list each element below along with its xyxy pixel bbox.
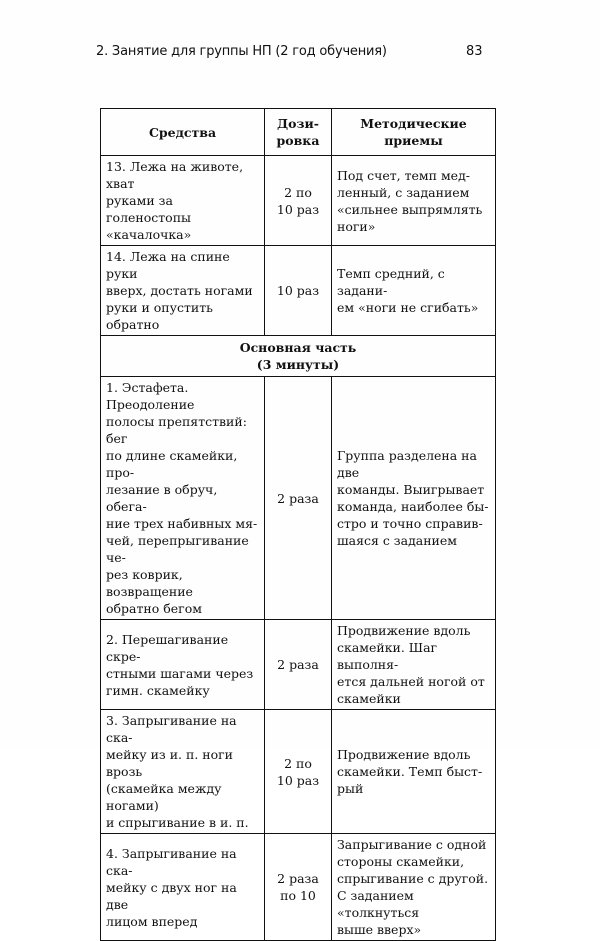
dose-cell: 2 раза по 10: [265, 834, 332, 941]
table-row: [101, 377, 496, 620]
table-row: [101, 834, 496, 941]
table-row: [101, 156, 496, 246]
methods-cell: Продвижение вдоль скамейки. Шаг выполня- ется дальней ногой от скамейки: [332, 620, 496, 710]
means-cell: 3. Запрыгивание на ска- мейку из и. п. ноги врозь (скамейка между ногами) и спрыгивание в и. п.: [101, 710, 265, 834]
means-cell: 1. Эстафета. Преодоление полосы препятствий: бег по длине скамейки, про- лезание в обруч, обега- ние трех набивных мя- чей, перепрыгивание че- рез коврик, возвращение обратно бегом: [101, 377, 265, 620]
dose-cell: 2 раза: [265, 377, 332, 620]
table-row: [101, 620, 496, 710]
means-cell: 14. Лежа на спине руки вверх, достать ногами руки и опустить обратно: [101, 246, 265, 336]
methods-cell: Продвижение вдоль скамейки. Темп быст- рый: [332, 710, 496, 834]
table-row: [101, 246, 496, 336]
section-row: [101, 336, 496, 377]
means-cell: 2. Перешагивание скре- стными шагами через гимн. скамейку: [101, 620, 265, 710]
means-cell: 13. Лежа на животе, хват руками за голеностопы «качалочка»: [101, 156, 265, 246]
methods-cell: Запрыгивание с одной стороны скамейки, спрыгивание с другой. С заданием «толкнуться выше вверх»: [332, 834, 496, 941]
methods-cell: Темп средний, с задани- ем «ноги не сгибать»: [332, 246, 496, 336]
table-row: [101, 710, 496, 834]
column-header-methods: Методические приемы: [332, 109, 496, 156]
means-cell: 4. Запрыгивание на ска- мейку с двух ног на две лицом вперед: [101, 834, 265, 941]
dose-cell: 2 раза: [265, 620, 332, 710]
column-header-dose: Дози- ровка: [265, 109, 332, 156]
page-number: 83: [466, 44, 483, 59]
methods-cell: Под счет, темп мед- ленный, с заданием «сильнее выпрямлять ноги»: [332, 156, 496, 246]
table-header-row: [101, 109, 496, 156]
running-header: 2. Занятие для группы НП (2 год обучения): [96, 44, 387, 59]
dose-cell: 10 раз: [265, 246, 332, 336]
column-header-means: Средства: [101, 109, 265, 156]
methods-cell: Группа разделена на две команды. Выигрывает команда, наиболее бы- стро и точно справив- шаяся с заданием: [332, 377, 496, 620]
exercise-table: [100, 108, 496, 941]
section-heading: Основная часть (3 минуты): [101, 336, 496, 377]
dose-cell: 2 по 10 раз: [265, 710, 332, 834]
dose-cell: 2 по 10 раз: [265, 156, 332, 246]
